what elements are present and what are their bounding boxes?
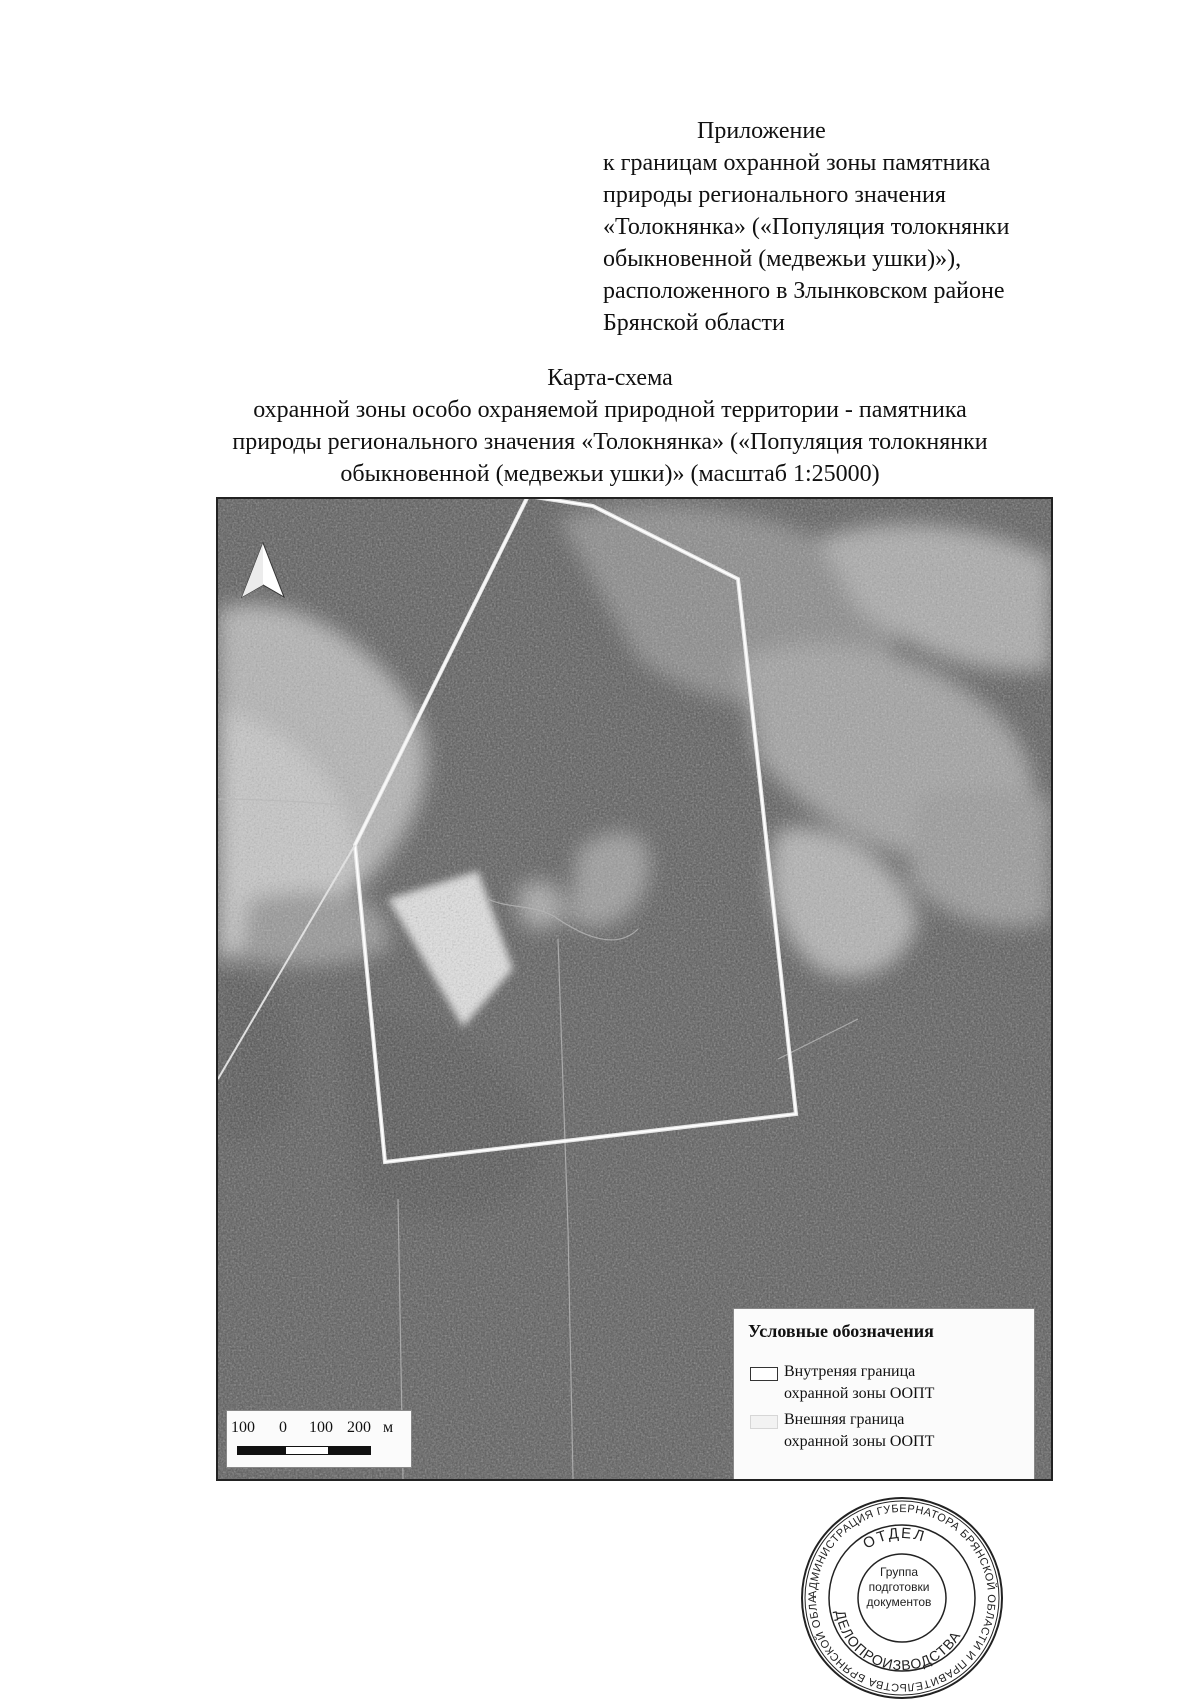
- legend-label: охранной зоны ООПТ: [784, 1433, 935, 1450]
- scale-tick: 0: [279, 1419, 287, 1436]
- map-legend: [733, 1308, 1035, 1480]
- map-title-line: охранной зоны особо охраняемой природной территории - памятника: [253, 397, 967, 423]
- map-title: [160, 362, 1060, 490]
- satellite-map: [216, 497, 1053, 1481]
- stamp-center-text: [859, 1565, 939, 1610]
- appendix-line: природы регионального значения: [603, 182, 946, 208]
- svg-text:ОТДЕЛ: ОТДЕЛ: [860, 1524, 928, 1553]
- map-title-line: Карта-схема: [547, 365, 673, 391]
- legend-item-outer-boundary: [784, 1409, 1024, 1453]
- scale-bar-segment: [237, 1446, 285, 1455]
- scale-tick: 100: [309, 1419, 333, 1436]
- appendix-line: обыкновенной (медвежьи ушки)»),: [603, 246, 962, 272]
- appendix-line: «Толокнянка» («Популяция толокнянки: [603, 214, 1010, 240]
- stamp-line: Группа: [879, 1565, 919, 1579]
- official-stamp: [797, 1493, 1007, 1703]
- appendix-line: расположенного в Злынковском районе: [603, 278, 1005, 304]
- legend-swatch-inner: [750, 1367, 778, 1381]
- stamp-line: документов: [866, 1595, 932, 1609]
- map-title-line: обыкновенной (медвежьи ушки)» (масштаб 1:25000): [340, 461, 880, 487]
- north-arrow-icon: [240, 541, 286, 599]
- scale-tick: 200: [347, 1419, 371, 1436]
- appendix-line: к границам охранной зоны памятника: [603, 150, 991, 176]
- stamp-line: подготовки: [868, 1580, 930, 1594]
- svg-text:АДМИНИСТРАЦИЯ ГУБЕРНАТОРА БРЯН: АДМИНИСТРАЦИЯ ГУБЕРНАТОРА БРЯНСКОЙ ОБЛАСТИ И ПРАВИТЕЛЬСТВА БРЯНСКОЙ ОБЛА: [806, 1502, 998, 1694]
- legend-title: Условные обозначения: [748, 1321, 934, 1341]
- scale-bar: [226, 1410, 412, 1468]
- legend-label: Внутреняя граница: [784, 1363, 916, 1380]
- legend-item-inner-boundary: [784, 1361, 1024, 1405]
- appendix-heading: Приложение: [697, 118, 826, 144]
- legend-swatch-outer: [750, 1415, 778, 1429]
- appendix-line: Брянской области: [603, 310, 785, 336]
- scale-bar-segment: [285, 1446, 329, 1455]
- map-title-line: природы регионального значения «Толокнянка» («Популяция толокнянки: [232, 429, 988, 455]
- svg-text:ДЕЛОПРОИЗВОДСТВА: ДЕЛОПРОИЗВОДСТВА: [832, 1608, 964, 1674]
- scale-tick: 100: [231, 1419, 255, 1436]
- appendix-block: [603, 115, 1083, 339]
- legend-label: Внешняя граница: [784, 1411, 905, 1428]
- scale-unit: м: [383, 1419, 394, 1436]
- legend-label: охранной зоны ООПТ: [784, 1385, 935, 1402]
- scale-bar-segment: [329, 1446, 371, 1455]
